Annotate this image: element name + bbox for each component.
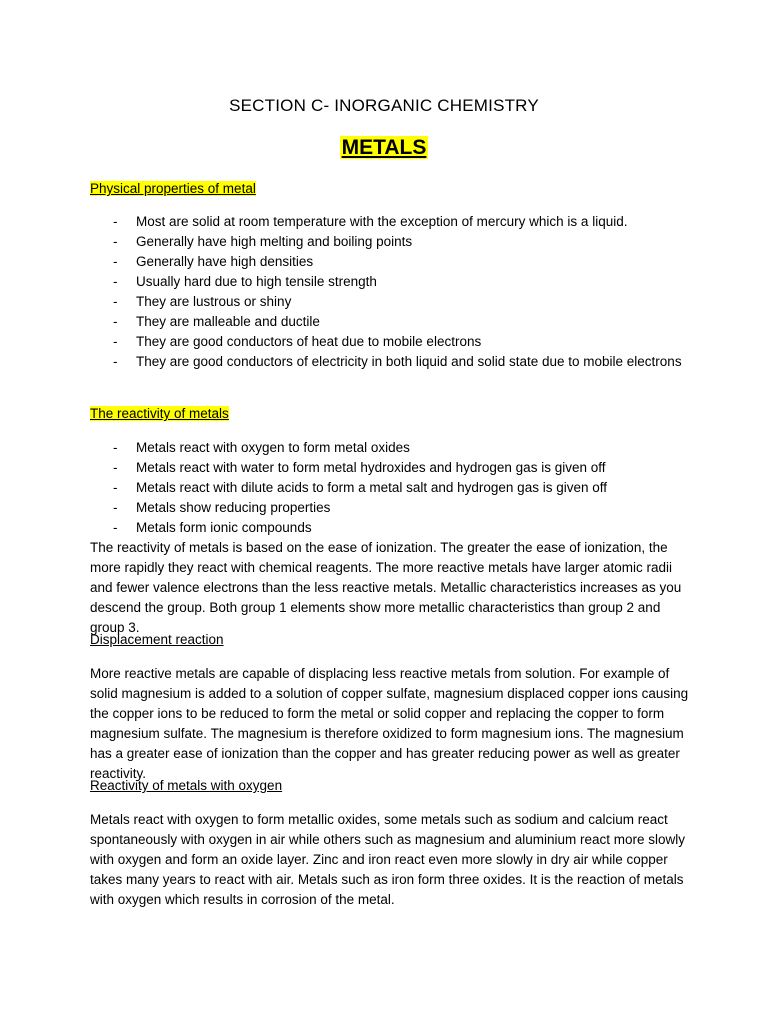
list-item <box>90 252 682 272</box>
reactivity-paragraph: The reactivity of metals is based on the ease of ionization. The greater the ease of ionization, the more rapidly they react with chemical reagents. The more reactive metals have larger atomic radii and fewer valence electrons than the less reactive metals. Metallic characteristics increases as you descend the group. Both group 1 elements show more metallic characteristics than group 2 and group 3. <box>90 540 682 635</box>
list-item <box>90 272 682 292</box>
list-item <box>90 232 682 252</box>
list-dash: - <box>113 294 118 309</box>
list-item-text: They are good conductors of electricity in both liquid and solid state due to mobile electrons <box>136 354 682 369</box>
oxygen-paragraph: Metals react with oxygen to form metallic oxides, some metals such as sodium and calcium react spontaneously with oxygen in air while others such as magnesium and aluminium react more slowly with oxygen and form an oxide layer. Zinc and iron react even more slowly in dry air while copper takes many years to react with air. Metals such as iron form three oxides. It is the reaction of metals with oxygen which results in corrosion of the metal. <box>90 812 686 907</box>
list-item-text: Generally have high densities <box>136 254 314 269</box>
section-title: SECTION C- INORGANIC CHEMISTRY <box>229 96 539 115</box>
list-dash: - <box>113 254 118 269</box>
list-item-text: Metals react with water to form metal hydroxides and hydrogen gas is given off <box>136 460 606 475</box>
list-item-text: Usually hard due to high tensile strength <box>136 274 377 289</box>
list-dash: - <box>113 354 118 369</box>
physical-properties-heading <box>90 181 256 196</box>
reactivity-heading <box>90 406 229 421</box>
physical-properties-list <box>90 212 682 372</box>
list-dash: - <box>113 314 118 329</box>
list-dash: - <box>113 334 118 349</box>
list-item <box>90 478 607 498</box>
list-item <box>90 212 682 232</box>
list-dash: - <box>113 500 118 515</box>
list-item-text: Metals show reducing properties <box>136 500 331 515</box>
list-item-text: Most are solid at room temperature with the exception of mercury which is a liquid. <box>136 214 628 229</box>
list-dash: - <box>113 440 118 455</box>
list-item <box>90 352 682 372</box>
list-item <box>90 292 682 312</box>
list-item <box>90 498 607 518</box>
physical-properties-heading-text: Physical properties of metal <box>90 181 256 196</box>
list-item-text: They are lustrous or shiny <box>136 294 292 309</box>
list-dash: - <box>113 520 118 535</box>
list-dash: - <box>113 480 118 495</box>
oxygen-heading: Reactivity of metals with oxygen <box>90 778 283 793</box>
list-item <box>90 312 682 332</box>
list-item-text: They are good conductors of heat due to mobile electrons <box>136 334 482 349</box>
list-item-text: They are malleable and ductile <box>136 314 320 329</box>
displacement-heading: Displacement reaction <box>90 632 224 647</box>
list-item <box>90 458 607 478</box>
list-item <box>90 518 607 538</box>
main-title-text: METALS <box>341 136 427 159</box>
list-item-text: Metals react with dilute acids to form a metal salt and hydrogen gas is given off <box>136 480 607 495</box>
list-item <box>90 332 682 352</box>
list-item-text: Metals react with oxygen to form metal oxides <box>136 440 410 455</box>
list-item-text: Generally have high melting and boiling points <box>136 234 413 249</box>
main-title <box>90 136 678 160</box>
list-dash: - <box>113 274 118 289</box>
list-item <box>90 438 607 458</box>
list-dash: - <box>113 234 118 249</box>
reactivity-heading-text: The reactivity of metals <box>90 406 229 421</box>
reactivity-list <box>90 438 607 538</box>
list-item-text: Metals form ionic compounds <box>136 520 312 535</box>
displacement-paragraph: More reactive metals are capable of displacing less reactive metals from solution. For example of solid magnesium is added to a solution of copper sulfate, magnesium displaced copper ions causing the copper ions to be reduced to form the metal or solid copper and replacing the copper to form magnesium sulfate. The magnesium is therefore oxidized to form magnesium ions. The magnesium has a greater ease of ionization than the copper and has greater reducing power as well as greater reactivity. <box>90 666 689 781</box>
list-dash: - <box>113 460 118 475</box>
list-dash: - <box>113 214 118 229</box>
